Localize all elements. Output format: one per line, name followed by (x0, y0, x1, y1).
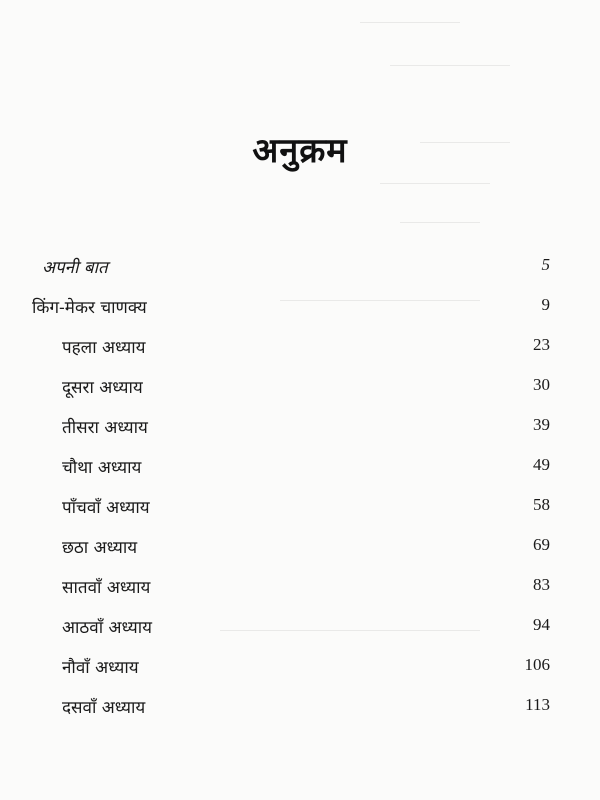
toc-entry-label: सातवाँ अध्याय (62, 578, 151, 598)
toc-entry-chapter-2 (0, 375, 600, 405)
toc-entry-page: 9 (541, 295, 550, 314)
toc-entry-chapter-1 (0, 335, 600, 365)
toc-entry-chapter-5 (0, 495, 600, 525)
toc-entry-chapter-9 (0, 655, 600, 685)
toc-entry-page: 58 (533, 495, 550, 514)
toc-entry-page: 23 (533, 335, 550, 354)
toc-entry-page: 69 (533, 535, 550, 554)
toc-entry-chapter-10 (0, 695, 600, 725)
toc-entry-preface (0, 255, 600, 285)
toc-entry-page: 5 (541, 255, 550, 274)
toc-entry-chapter-7 (0, 575, 600, 605)
toc-entry-page: 30 (533, 375, 550, 394)
toc-entry-chapter-3 (0, 415, 600, 445)
toc-entry-label: छठा अध्याय (62, 538, 138, 558)
toc-entry-label: आठवाँ अध्याय (62, 618, 153, 638)
toc-entry-page: 113 (525, 695, 550, 714)
toc-entry-label: पहला अध्याय (62, 338, 146, 358)
page-title: अनुक्रम (252, 131, 348, 171)
toc-entry-label: किंग-मेकर चाणक्य (32, 298, 147, 318)
toc-entry-label: चौथा अध्याय (62, 458, 142, 478)
toc-entry-page: 106 (524, 655, 550, 674)
toc-entry-page: 39 (533, 415, 550, 434)
toc-entry-chapter-4 (0, 455, 600, 485)
toc-entry-label: नौवाँ अध्याय (62, 658, 139, 678)
toc-entry-chapter-8 (0, 615, 600, 645)
toc-entry-kingmaker (0, 295, 600, 325)
toc-entry-page: 94 (533, 615, 550, 634)
toc-entry-label: अपनी बात (42, 258, 108, 278)
toc-entry-label: दूसरा अध्याय (62, 378, 143, 398)
toc-entry-chapter-6 (0, 535, 600, 565)
toc-entry-page: 83 (533, 575, 550, 594)
toc-entry-label: तीसरा अध्याय (62, 418, 148, 438)
toc-entry-label: दसवाँ अध्याय (62, 698, 146, 718)
toc-entry-page: 49 (533, 455, 550, 474)
toc-entry-label: पाँचवाँ अध्याय (62, 498, 150, 518)
